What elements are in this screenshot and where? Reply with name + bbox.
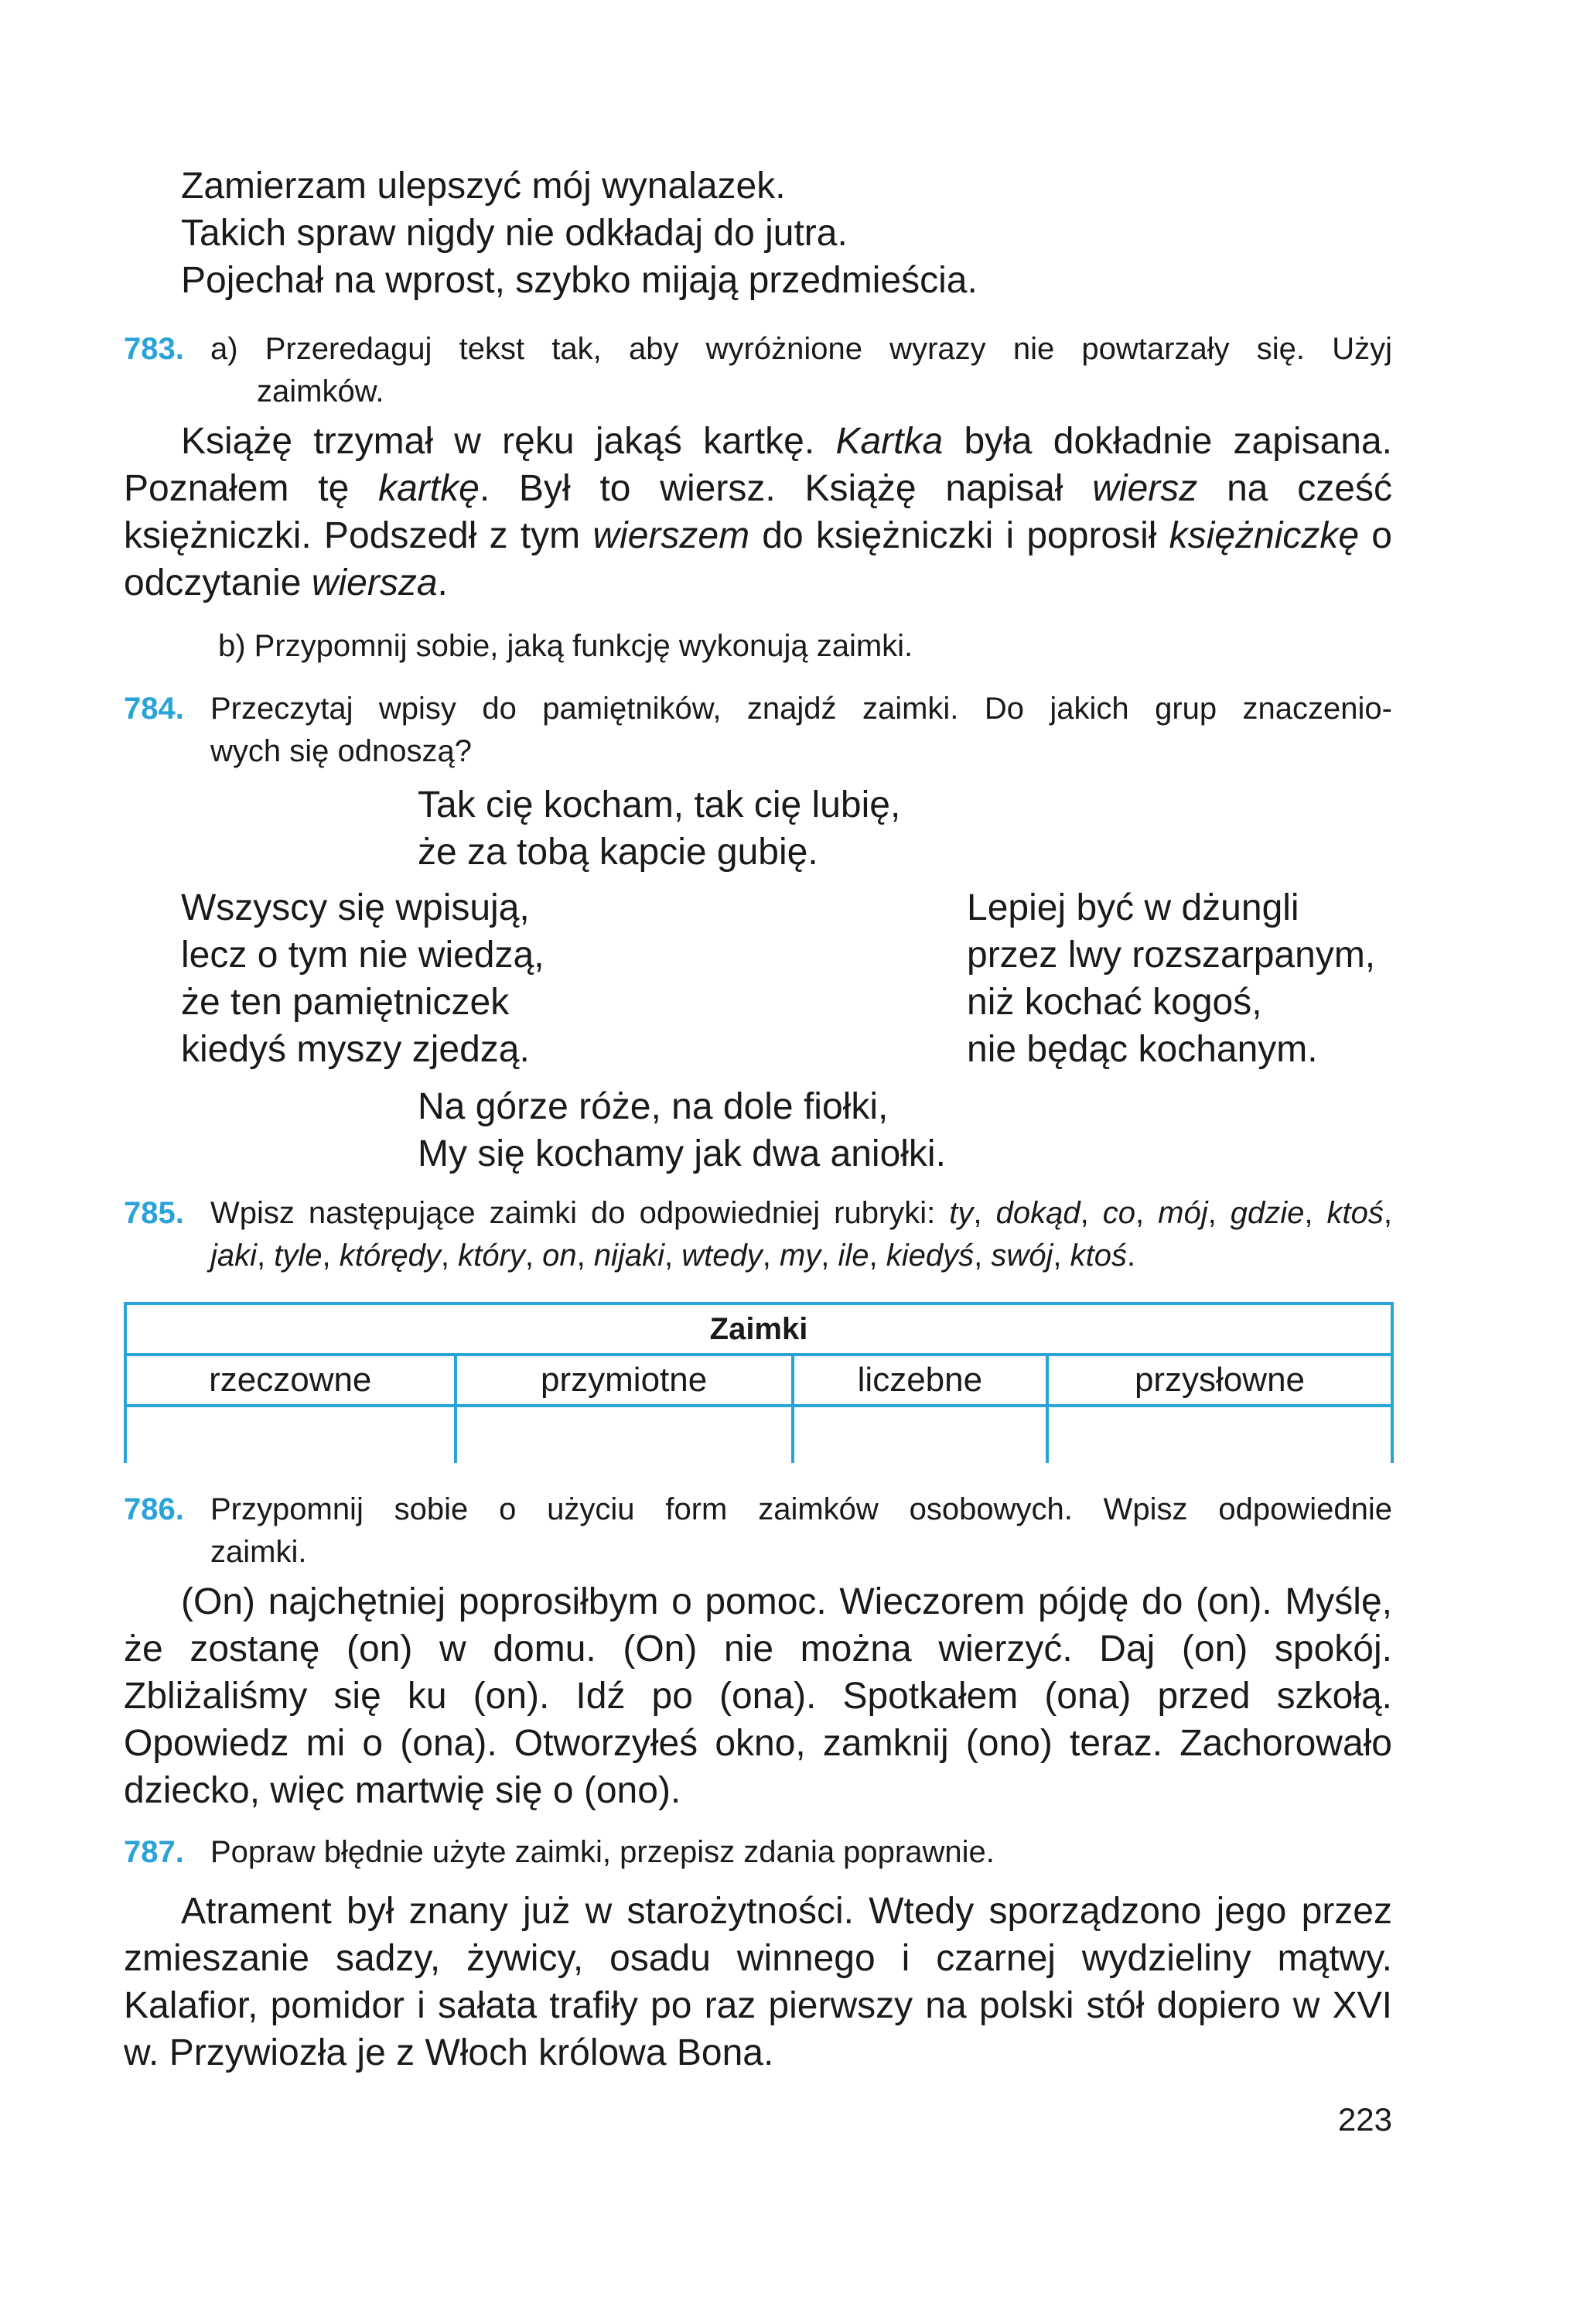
answer-cell[interactable]: [793, 1406, 1047, 1463]
poem-2: Wszyscy się wpisują, lecz o tym nie wiedzą, że ten pamiętniczek kiedyś myszy zjedzą.: [181, 887, 544, 1070]
task-a-line: a) Przeredaguj tekst tak, aby wyróżnione wyrazy nie powtarzały się. Użyj: [210, 332, 1392, 366]
pronoun-item: jaki: [210, 1239, 258, 1273]
pronoun-item: co: [1102, 1196, 1135, 1230]
exercise-number: 784.: [124, 692, 184, 726]
pronoun-item: którędy: [339, 1239, 441, 1273]
pronoun-item: on: [542, 1239, 577, 1273]
pronoun-item: ktoś: [1326, 1196, 1384, 1230]
poem-1: Tak cię kocham, tak cię lubię, że za tobą kapcie gubię.: [418, 784, 901, 873]
pronoun-item: tyle: [274, 1239, 323, 1273]
pronoun-task: Wpisz następujące zaimki do odpowiedniej rubryki: ty, dokąd, co, mój, gdzie, ktoś, jaki, tyle, którędy, który, on, nijaki, wtedy, my, ile, kiedyś, swój, ktoś.: [210, 1196, 1392, 1273]
column-header: przysłowne: [1047, 1355, 1392, 1406]
intro-sentences: [181, 162, 978, 304]
intro-line: Pojechał na wprost, szybko mijają przedmieścia.: [181, 260, 978, 301]
exercise-number: 783.: [124, 332, 184, 366]
exercise-787-text: Atrament był znany już w starożytności. Wtedy sporządzono jego przez zmieszanie sadzy, żywicy, osadu winnego i czarnej wydzieliny mątwy. Kalafior, pomidor i sałata trafiły po raz pierwszy na polski stół dopiero w XVI w. Przywiozła je z Włoch królowa Bona.: [124, 1891, 1392, 2073]
answer-cell[interactable]: [1047, 1406, 1392, 1463]
pronoun-item: gdzie: [1230, 1196, 1305, 1230]
pronoun-item: ty: [949, 1196, 974, 1230]
pronoun-table: [124, 1302, 1394, 1463]
column-header: rzeczowne: [125, 1355, 456, 1406]
exercise-783-text: Książę trzymał w ręku jakąś kartkę. Kartka była dokładnie zapisana. Poznałem tę kartkę. Był to wiersz. Książę napisał wiersz na cześć księżniczki. Podszedł z tym wierszem do księżniczki i poprosił księżniczkę o odczytanie wiersza.: [124, 421, 1393, 603]
task-line: Przypomnij sobie o użyciu form zaimków osobowych. Wpisz odpowiednie: [210, 1492, 1392, 1526]
column-header: przymiotne: [456, 1355, 793, 1406]
pronoun-item: mój: [1158, 1196, 1208, 1230]
task-line: zaimki.: [210, 1535, 307, 1569]
pronoun-item: ile: [838, 1239, 869, 1273]
exercise-785-task: [124, 1192, 1392, 1277]
task-a-line: zaimków.: [257, 374, 384, 408]
task-line: Przeczytaj wpisy do pamiętników, znajdź zaimki. Do jakich grup znaczenio-: [210, 692, 1392, 726]
pronoun-item: wtedy: [681, 1239, 763, 1273]
exercise-786-task: [124, 1488, 1392, 1574]
pronoun-item: swój: [991, 1239, 1053, 1273]
task-line: wych się odnoszą?: [210, 734, 472, 768]
exercise-number: 786.: [124, 1492, 184, 1526]
pronoun-item: my: [779, 1239, 821, 1273]
exercise-783-task-b: b) Przypomnij sobie, jaką funkcję wykonują zaimki.: [218, 629, 913, 663]
pronoun-item: nijaki: [593, 1239, 664, 1273]
exercise-784-task: [124, 688, 1392, 773]
exercise-number: 785.: [124, 1196, 184, 1230]
task-line: Popraw błędnie użyte zaimki, przepisz zdania poprawnie.: [210, 1835, 995, 1869]
pronoun-item: który: [458, 1239, 525, 1273]
pronoun-item: kiedyś: [886, 1239, 975, 1273]
page-number: 223: [1337, 2101, 1392, 2138]
table-header: Zaimki: [125, 1304, 1392, 1355]
pronoun-item: ktoś: [1070, 1239, 1128, 1273]
exercise-786-text: (On) najchętniej poprosiłbym o pomoc. Wieczorem pójdę do (on). Myślę, że zostanę (on) w domu. (On) nie można wierzyć. Daj (on) spokój. Zbliżaliśmy się ku (on). Idź po (ona). Spotkałem (ona) przed szkołą. Opowiedz mi o (ona). Otworzyłeś okno, zamknij (ono) teraz. Zachorowało dziecko, więc martwię się o (ono).: [124, 1581, 1392, 1811]
exercise-number: 787.: [124, 1835, 184, 1869]
exercise-783-task: [124, 328, 1392, 413]
exercise-787-task: [124, 1831, 1392, 1874]
intro-line: Zamierzam ulepszyć mój wynalazek.: [181, 166, 786, 207]
pronoun-item: dokąd: [995, 1196, 1080, 1230]
poem-4: Na górze róże, na dole fiołki, My się kochamy jak dwa aniołki.: [418, 1086, 946, 1174]
answer-cell[interactable]: [456, 1406, 793, 1463]
intro-line: Takich spraw nigdy nie odkładaj do jutra.: [181, 213, 848, 254]
poem-3: Lepiej być w dżungli przez lwy rozszarpanym, niż kochać kogoś, nie będąc kochanym.: [967, 887, 1376, 1070]
answer-cell[interactable]: [125, 1406, 456, 1463]
column-header: liczebne: [793, 1355, 1047, 1406]
